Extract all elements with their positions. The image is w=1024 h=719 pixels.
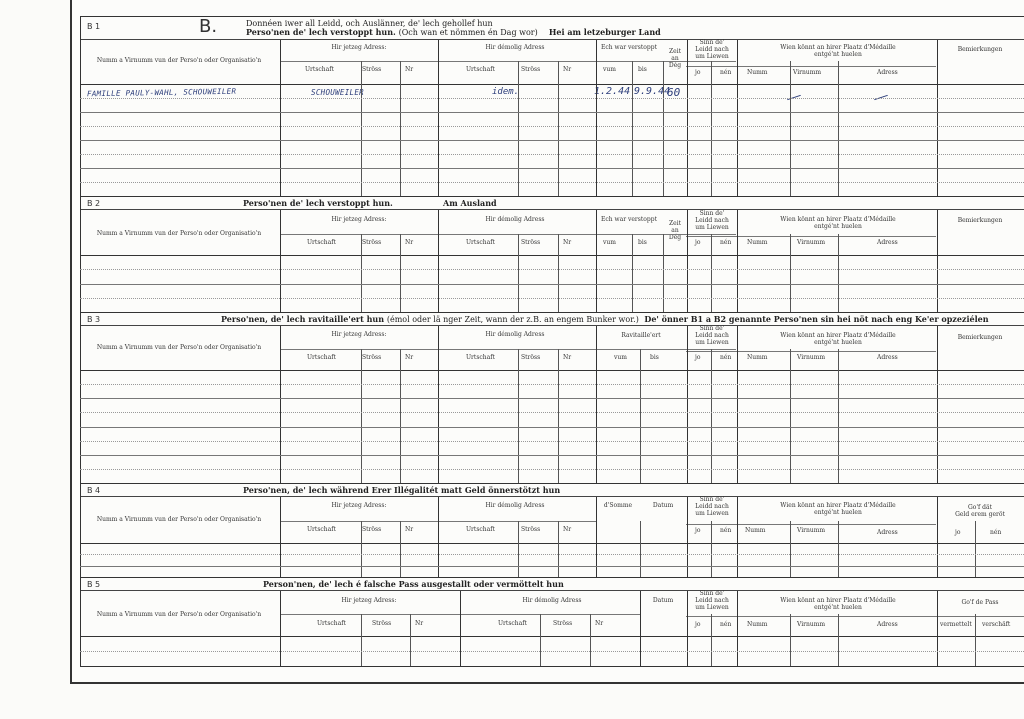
grid-vline [400, 61, 401, 196]
grid-vline [640, 591, 641, 666]
grid-vline [737, 591, 738, 666]
grid-hline [80, 168, 1024, 169]
grid-vline [361, 61, 362, 196]
b1-heading-line2: Perso'nen de' lech verstoppt hun. (Och wan et nömmen én Dag wor) Hei am letzeburger Land [246, 27, 661, 37]
grid-vline [937, 326, 938, 483]
grid-vline [438, 497, 439, 577]
grid-hline [80, 566, 1024, 567]
grid-vline [558, 234, 559, 312]
entry-from-date: 1.2.44 [594, 86, 631, 97]
grid-hline [80, 298, 1024, 299]
grid-hline [80, 651, 1024, 652]
grid-hline [80, 441, 1024, 442]
grid-hline [80, 469, 1024, 470]
grid-vline [400, 521, 401, 577]
entry-days: 60 [667, 86, 681, 99]
grid-hline [80, 269, 1024, 270]
grid-vline [632, 61, 633, 196]
grid-vline [640, 521, 641, 577]
grid-vline [687, 591, 688, 666]
grid-vline [540, 614, 541, 666]
grid-hline [80, 554, 1024, 555]
b1-col-days: Zeit an Dég [668, 48, 682, 69]
form-part-letter: B. [199, 16, 218, 37]
b1-col-medal: Wien könnt an hirer Plaatz d'Médaille entgé'nt huelen [780, 44, 896, 58]
b1-heading-line1: Donnéen iwer all Leidd, och Auslänner, de' lech gehollef hun [246, 19, 493, 28]
grid-vline [790, 521, 791, 577]
grid-vline [711, 234, 712, 312]
b1-col-name: Numm a Virnumm vun der Perso'n oder Organisatio'n [96, 57, 262, 64]
grid-hline [80, 112, 1024, 113]
grid-vline [975, 614, 976, 666]
grid-vline [838, 234, 839, 312]
grid-vline [687, 210, 688, 312]
grid-hline [80, 284, 1024, 285]
grid-vline [838, 521, 839, 577]
grid-vline [400, 234, 401, 312]
grid-vline [687, 497, 688, 577]
grid-vline [937, 497, 938, 577]
grid-vline [711, 61, 712, 196]
grid-vline [838, 61, 839, 196]
grid-vline [558, 349, 559, 483]
grid-vline [280, 40, 281, 196]
grid-vline [790, 349, 791, 483]
grid-vline [663, 234, 664, 312]
b1-col-hidden: Ech war verstoppt [600, 44, 657, 51]
grid-vline [596, 210, 597, 312]
grid-vline [438, 326, 439, 483]
grid-hline [80, 384, 1024, 385]
grid-vline [937, 210, 938, 312]
b1-col-alive: Sinn de' Leidd nach um Liewen [695, 39, 729, 60]
grid-vline [361, 521, 362, 577]
section-b1 [80, 16, 1024, 196]
grid-vline [790, 614, 791, 666]
grid-vline [937, 40, 938, 196]
grid-vline [737, 210, 738, 312]
grid-vline [400, 349, 401, 483]
grid-vline [640, 349, 641, 483]
grid-hline [80, 182, 1024, 183]
grid-vline [518, 349, 519, 483]
entry-name: FAMILLE PAULY-WAHL, SCHOUWEILER [86, 86, 237, 99]
grid-vline [737, 326, 738, 483]
entry-former-address: idem. [492, 87, 520, 97]
grid-vline [280, 326, 281, 483]
grid-hline [80, 412, 1024, 413]
entry-until-date: 9.9.44 [634, 86, 671, 97]
grid-vline [410, 614, 411, 666]
b1-col-current: Hir jetzeg Adress: [331, 44, 387, 51]
grid-hline [80, 140, 1024, 141]
grid-hline [80, 666, 1024, 667]
grid-vline [687, 326, 688, 483]
grid-vline [280, 591, 281, 666]
grid-vline [361, 614, 362, 666]
grid-vline [438, 210, 439, 312]
grid-vline [711, 521, 712, 577]
grid-vline [663, 61, 664, 196]
grid-vline [632, 234, 633, 312]
grid-vline [590, 614, 591, 666]
grid-vline [596, 497, 597, 577]
grid-vline [558, 61, 559, 196]
grid-vline [518, 61, 519, 196]
grid-vline [361, 234, 362, 312]
grid-vline [711, 349, 712, 483]
grid-vline [438, 40, 439, 196]
grid-vline [711, 614, 712, 666]
grid-vline [975, 521, 976, 577]
grid-vline [596, 326, 597, 483]
grid-vline [838, 349, 839, 483]
grid-hline [80, 427, 1024, 428]
grid-hline [80, 126, 1024, 127]
grid-vline [518, 521, 519, 577]
grid-vline [280, 210, 281, 312]
grid-vline [687, 40, 688, 196]
grid-hline [80, 98, 1024, 99]
grid-vline [737, 497, 738, 577]
grid-vline [558, 521, 559, 577]
grid-hline [80, 398, 1024, 399]
grid-hline [80, 455, 1024, 456]
entry-town: SCHOUWEILER [311, 88, 364, 97]
grid-vline [518, 234, 519, 312]
b1-col-former: Hir démolig Adress [485, 44, 545, 51]
grid-vline [80, 16, 81, 666]
grid-vline [460, 591, 461, 666]
grid-vline [790, 61, 791, 196]
grid-vline [737, 40, 738, 196]
grid-vline [937, 591, 938, 666]
grid-vline [361, 349, 362, 483]
grid-vline [790, 234, 791, 312]
grid-vline [838, 614, 839, 666]
grid-vline [596, 40, 597, 196]
b1-label: B 1 [87, 22, 101, 31]
b1-col-remarks: Bemierkungen [957, 46, 1003, 53]
grid-hline [80, 154, 1024, 155]
grid-vline [280, 497, 281, 577]
